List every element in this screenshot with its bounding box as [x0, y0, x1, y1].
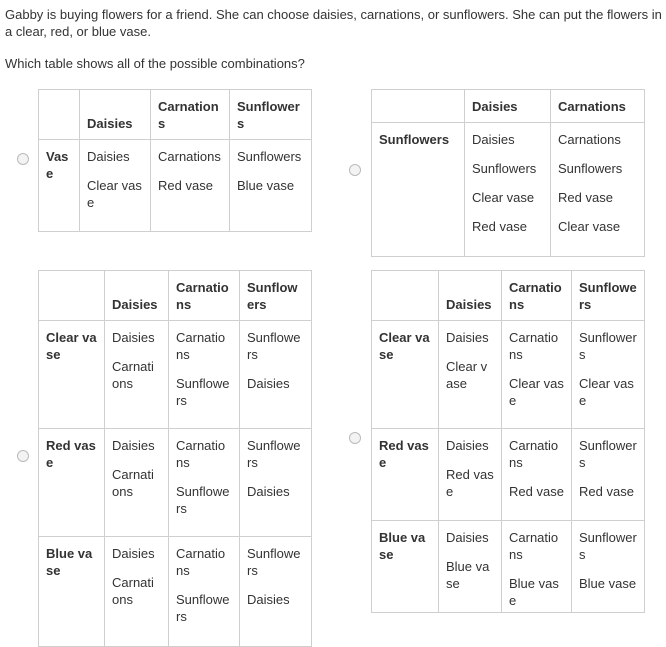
table-cell: Carnations Sunflowers	[169, 429, 240, 537]
table-cell: Daisies Clear vase	[80, 140, 151, 232]
option-c-table	[38, 270, 312, 647]
table-cell: Sunflowers Red vase	[572, 429, 645, 521]
header-cell: Daisies	[439, 271, 502, 321]
option-b-table	[371, 89, 645, 257]
table-cell: Carnations Red vase	[502, 429, 572, 521]
option-d-table	[371, 270, 645, 613]
option-c-radio[interactable]	[17, 450, 29, 462]
table-cell: Carnations Sunflowers	[169, 321, 240, 429]
header-cell-empty	[372, 90, 465, 123]
row-label: Red vase	[39, 429, 105, 537]
table-cell: Daisies Carnations	[105, 537, 169, 647]
table-cell: Carnations Blue vase	[502, 521, 572, 613]
table-cell: Daisies Sunflowers Clear vase Red vase	[465, 123, 551, 257]
table-cell: Daisies Blue vase	[439, 521, 502, 613]
table-cell: Sunflowers Blue vase	[230, 140, 312, 232]
header-cell: Sunflowers	[240, 271, 312, 321]
row-label: Blue vase	[39, 537, 105, 647]
header-cell-empty	[39, 271, 105, 321]
option-a-radio[interactable]	[17, 153, 29, 165]
header-cell: Carnations	[169, 271, 240, 321]
table-cell: Carnations Clear vase	[502, 321, 572, 429]
row-label: Clear vase	[39, 321, 105, 429]
question-prompt: Which table shows all of the possible combinations?	[5, 56, 305, 71]
header-cell-empty	[372, 271, 439, 321]
header-cell: Sunflowers	[572, 271, 645, 321]
row-label: Clear vase	[372, 321, 439, 429]
table-cell: Daisies Carnations	[105, 321, 169, 429]
table-cell: Carnations Sunflowers	[169, 537, 240, 647]
row-label: Red vase	[372, 429, 439, 521]
table-cell: Sunflowers Daisies	[240, 429, 312, 537]
header-cell: Sunflowers	[230, 90, 312, 140]
option-b-radio[interactable]	[349, 164, 361, 176]
header-cell: Carnations	[151, 90, 230, 140]
table-cell: Daisies Clear vase	[439, 321, 502, 429]
row-label: Blue vase	[372, 521, 439, 613]
option-d-radio[interactable]	[349, 432, 361, 444]
table-cell: Sunflowers Daisies	[240, 321, 312, 429]
table-cell: Sunflowers Blue vase	[572, 521, 645, 613]
table-cell: Daisies Red vase	[439, 429, 502, 521]
header-cell: Daisies	[80, 90, 151, 140]
table-cell: Sunflowers Clear vase	[572, 321, 645, 429]
row-label: Sunflowers	[372, 123, 465, 257]
header-cell: Carnations	[551, 90, 645, 123]
header-cell-empty	[39, 90, 80, 140]
table-cell: Carnations Red vase	[151, 140, 230, 232]
header-cell: Daisies	[465, 90, 551, 123]
table-cell: Sunflowers Daisies	[240, 537, 312, 647]
row-label: Vase	[39, 140, 80, 232]
table-cell: Carnations Sunflowers Red vase Clear vase	[551, 123, 645, 257]
table-cell: Daisies Carnations	[105, 429, 169, 537]
question-text: Gabby is buying flowers for a friend. She can choose daisies, carnations, or sunflowers. She can put the flowers in a clear, red, or blue vase.	[5, 7, 662, 39]
header-cell: Carnations	[502, 271, 572, 321]
header-cell: Daisies	[105, 271, 169, 321]
option-a-table	[38, 89, 312, 232]
